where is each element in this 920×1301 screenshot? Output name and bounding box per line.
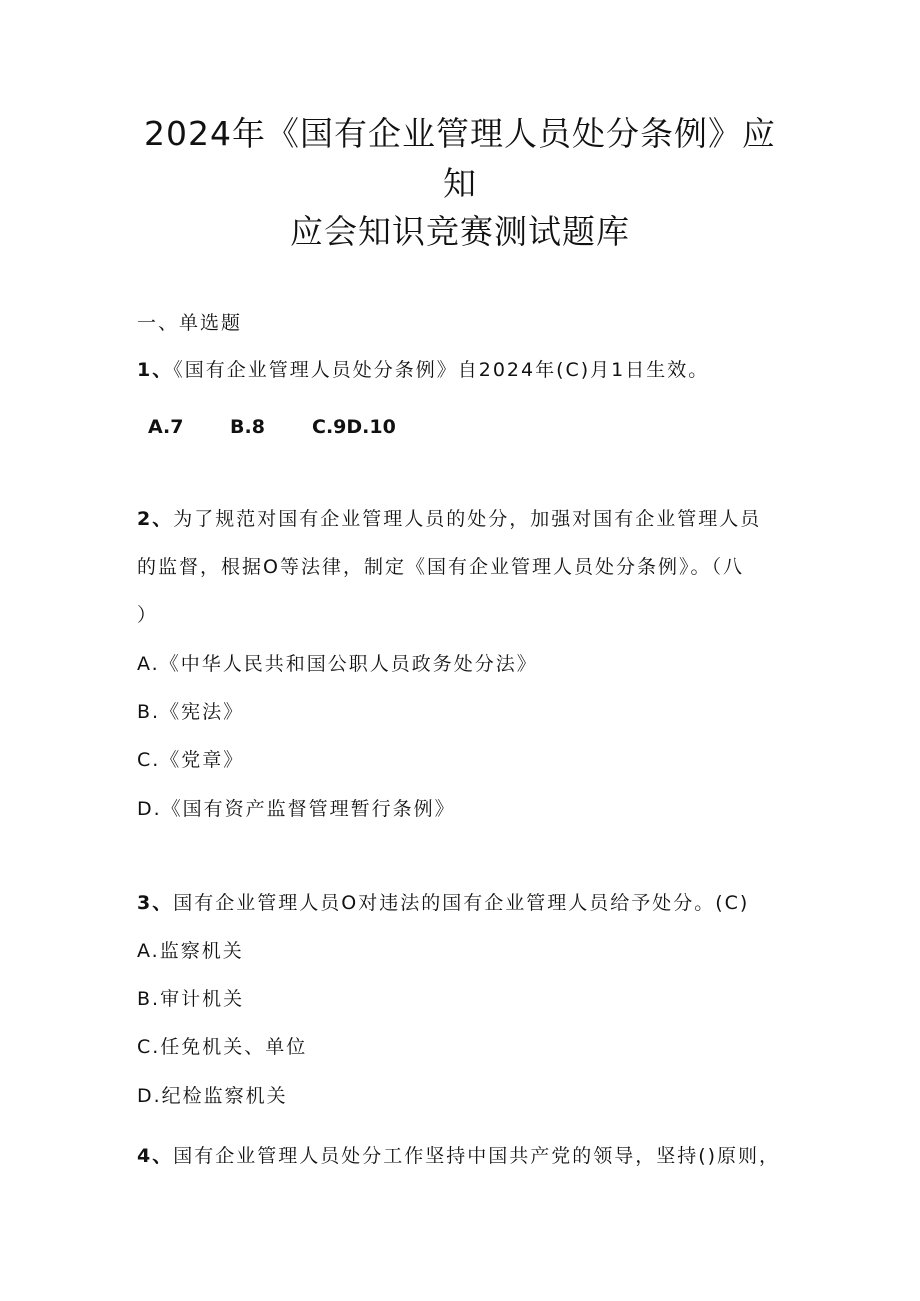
question-text: 国有企业管理人员处分工作坚持中国共产党的领导，坚持()原则， <box>173 1145 781 1167</box>
title-line-1: 2024年《国有企业管理人员处分条例》应 <box>144 114 776 153</box>
question-2-line-2: 的监督，根据O等法律，制定《国有企业管理人员处分条例》。（八 <box>137 556 744 578</box>
option-d: D.《国有资产监督管理暂行条例》 <box>137 798 456 820</box>
question-3 <box>137 891 749 915</box>
option-a: A.7 <box>148 416 184 438</box>
question-2-line-3: ） <box>137 604 159 626</box>
question-1-options <box>148 415 396 439</box>
question-number: 3、 <box>137 892 174 914</box>
section-heading: 一、单选题 <box>137 312 243 334</box>
question-4 <box>137 1144 780 1168</box>
title-line-2: 知 <box>443 164 477 203</box>
option-d: D.纪检监察机关 <box>137 1085 288 1107</box>
option-b: B.《宪法》 <box>137 701 245 723</box>
question-2 <box>137 507 761 531</box>
question-text-line-1: 为了规范对国有企业管理人员的处分，加强对国有企业管理人员 <box>173 508 762 530</box>
question-1 <box>137 358 709 382</box>
option-c: C.任免机关、单位 <box>137 1036 308 1058</box>
option-c-d: C.9D.10 <box>312 416 396 438</box>
title-line-3: 应会知识竞赛测试题库 <box>290 212 630 251</box>
option-a: A.监察机关 <box>137 940 244 962</box>
question-number: 4、 <box>137 1145 174 1167</box>
option-c: C.《党章》 <box>137 749 245 771</box>
option-a: A.《中华人民共和国公职人员政务处分法》 <box>137 653 538 675</box>
option-b: B.8 <box>230 416 265 438</box>
option-b: B.审计机关 <box>137 988 245 1010</box>
question-text: 《国有企业管理人员处分条例》自2024年(C)月1日生效。 <box>173 359 710 381</box>
question-number: 2、 <box>137 508 174 530</box>
question-text: 国有企业管理人员O对违法的国有企业管理人员给予处分。(C) <box>173 892 750 914</box>
question-number: 1、 <box>137 359 174 381</box>
